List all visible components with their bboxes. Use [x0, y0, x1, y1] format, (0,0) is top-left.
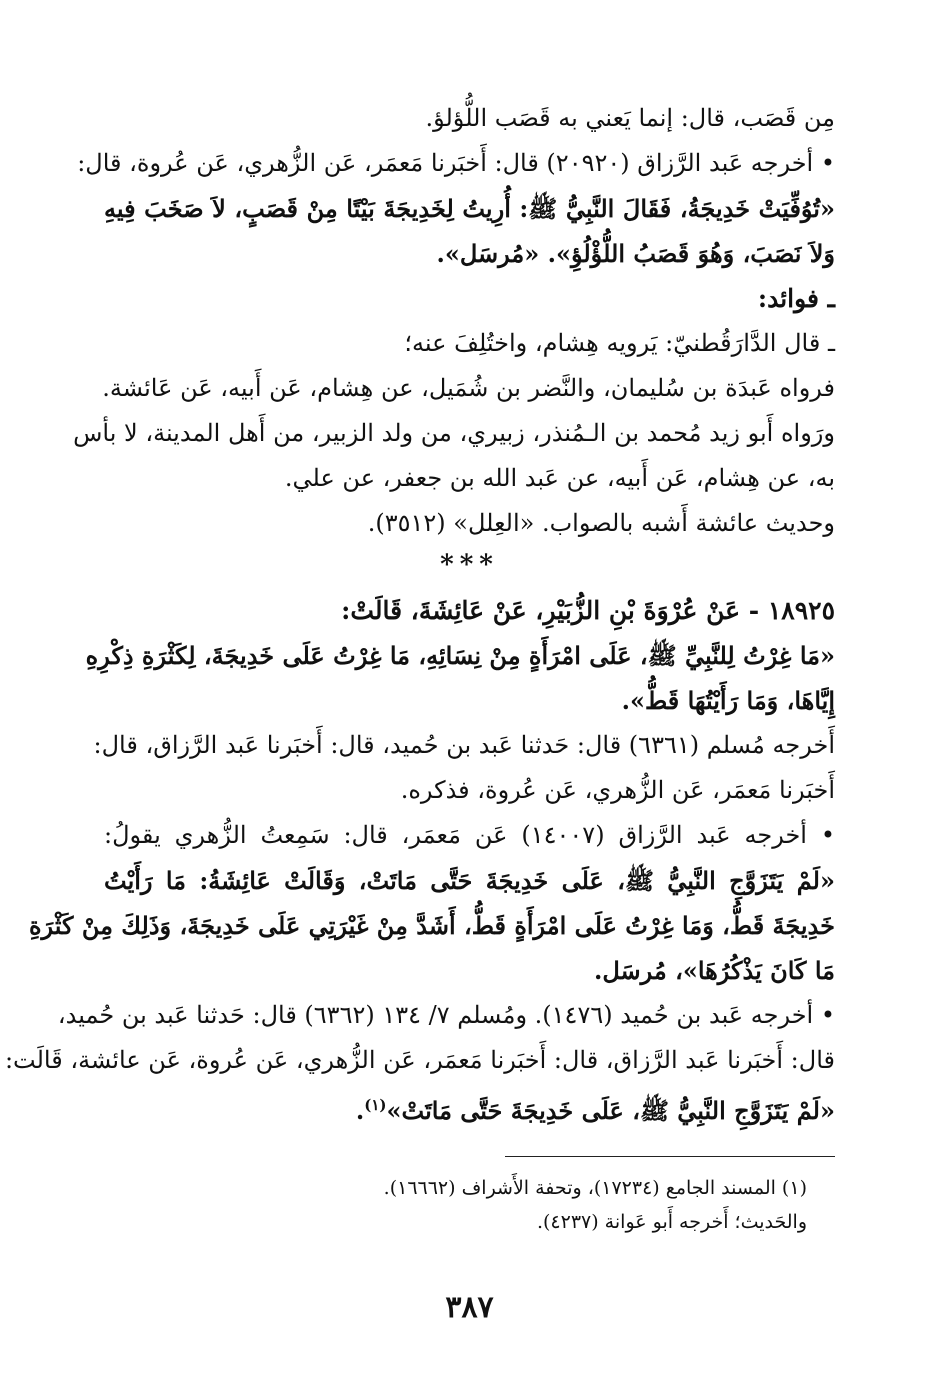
text-line: قال: أَخبَرنا عَبد الرَّزاق، قال: أَخبَرنا مَعمَر، عَن الزُّهري، عَن عُروة، عَن عائشة، قَالَت:: [4, 1046, 835, 1074]
text-line: • أخرجه عَبد الرَّزاق (١٤٠٠٧) عَن مَعمَر، قال: سَمِعتُ الزُّهري يقولُ:: [104, 821, 836, 849]
page-number: ٣٨٧: [445, 1290, 494, 1325]
text-line: • أخرجه عَبد الرَّزاق (٢٠٩٢٠) قال: أَخبَرنا مَعمَر، عَن الزُّهري، عَن عُروة، قال:: [77, 149, 835, 177]
text-line: ورَواه أَبو زيد مُحمد بن الـمُنذر، زبيري، من ولد الزبير، من أَهل المدينة، لا بأس: [73, 419, 835, 447]
footnote-divider: [505, 1156, 835, 1157]
hadith-text-line: «تُوُفِّيَتْ خَدِيجَةُ، فَقَالَ النَّبِيُّ ﷺ: أُرِيتُ لِخَدِيجَةَ بَيْتًا مِنْ قَصَبٍ، لاَ صَخَبَ فِيهِ: [104, 194, 835, 223]
hadith-text-line: مَا كَانَ يَذْكُرُهَا»، مُرسَل.: [594, 956, 835, 985]
text-line: أَخرجه مُسلم (٦٣٦١) قال: حَدثنا عَبد بن حُميد، قال: أَخبَرنا عَبد الرَّزاق، قال:: [93, 731, 835, 759]
text-line: • أخرجه عَبد بن حُميد (١٤٧٦). ومُسلم ٧/ ١٣٤ (٦٣٦٢) قال: حَدثنا عَبد بن حُميد،: [57, 1001, 835, 1029]
hadith-text-line: «مَا غِرْتُ لِلنَّبِيِّ ﷺ، عَلَى امْرَأَةٍ مِنْ نِسَائِهِ، مَا غِرْتُ عَلَى خَدِيجَةَ، لِكَثْرَةِ ذِكْرِهِ: [85, 641, 835, 670]
hadith-text-line: «لَمْ يَتَزَوَّجِ النَّبِيُّ ﷺ، عَلَى خَدِيجَةَ حَتَّى مَاتَتْ، وَقَالَتْ عَائِشَةُ: مَا رَأَيْتُ: [104, 866, 835, 895]
hadith-heading: ١٨٩٢٥ - عَنْ عُرْوَةَ بْنِ الزُّبَيْرِ، عَنْ عَائِشَةَ، قَالَتْ:: [341, 596, 835, 625]
text-line: به، عن هِشام، عَن أَبيه، عن عَبد الله بن جعفر، عن علي.: [284, 464, 835, 492]
text-line: وحديث عائشة أَشبه بالصواب. «العِلل» (٣٥١٢).: [367, 509, 835, 537]
footnotes: [104, 1171, 835, 1239]
main-text: [4, 96, 836, 1128]
footnote-reference[interactable]: (١): [364, 1096, 387, 1114]
footnote-item: والحَديث؛ أَخرجه أَبو عَوانة (٤٢٣٧).: [536, 1211, 807, 1233]
footnote-item: (١) المسند الجامع (١٧٢٣٤)، وتحفة الأَشراف (١٦٦٦٢).: [383, 1177, 807, 1199]
section-separator: ***: [440, 550, 499, 580]
text-line: مِن قَصَب، قال: إنما يَعني به قَصَب اللُّؤلؤ.: [425, 104, 835, 132]
text-line: فرواه عَبدَة بن سُليمان، والنَّضر بن شُمَيل، عن هِشام، عَن أَبيه، عَن عَائشة.: [102, 374, 835, 402]
benefits-heading: ـ فوائد:: [757, 284, 835, 313]
hadith-text-line: إِيَّاهَا، وَمَا رَأَيْتُهَا قَطُّ».: [621, 686, 835, 715]
hadith-text-line: خَدِيجَةَ قَطُّ، وَمَا غِرْتُ عَلَى امْرَأَةٍ قَطُّ، أَشَدَّ مِنْ غَيْرَتِي عَلَى خَدِيجَةَ، وَذَلِكَ مِنْ كَثْرَةِ: [28, 911, 835, 940]
hadith-text-line: وَلاَ نَصَبَ، وَهُوَ قَصَبُ اللُّؤْلُؤِ». «مُرسَل».: [436, 239, 835, 268]
hadith-text: «لَمْ يَتَزَوَّجِ النَّبِيُّ ﷺ، عَلَى خَدِيجَةَ حَتَّى مَاتَتْ»: [386, 1096, 835, 1125]
text-line: أَخبَرنا مَعمَر، عَن الزُّهري، عَن عُروة، فذكره.: [400, 776, 835, 804]
text-line: ـ قال الدَّارَقُطنيّ: يَرويه هِشام، واختُلِفَ عنه؛: [404, 329, 835, 357]
hadith-text-line: «لَمْ يَتَزَوَّجِ النَّبِيُّ ﷺ، عَلَى خَدِيجَةَ حَتَّى مَاتَتْ»$^{(١)}$.: [355, 1096, 835, 1125]
